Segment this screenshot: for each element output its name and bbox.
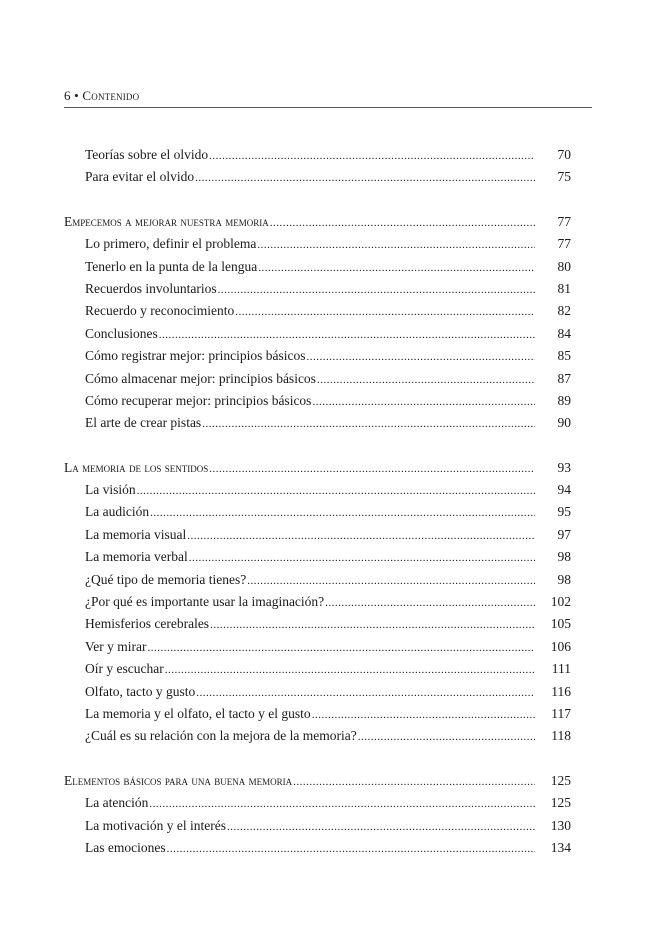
toc-entry[interactable] xyxy=(64,393,571,415)
toc-entry[interactable] xyxy=(64,639,571,661)
toc-entry[interactable] xyxy=(64,706,571,728)
toc-entry[interactable] xyxy=(64,415,571,437)
entry-title: Teorías sobre el olvido xyxy=(85,147,209,162)
header-title: Contenido xyxy=(82,88,140,103)
entry-title: La memoria verbal xyxy=(85,549,188,565)
toc-section xyxy=(64,773,571,863)
dot-leader xyxy=(209,147,535,163)
page-number: 94 xyxy=(557,482,571,498)
chapter-title: La memoria de los sentidos xyxy=(64,459,209,475)
toc-chapter-heading[interactable] xyxy=(64,214,571,236)
dot-leader xyxy=(209,460,535,476)
entry-title: Recuerdo y reconocimiento xyxy=(85,303,235,319)
page-number: 98 xyxy=(557,549,571,565)
entry-title: Olfato, tacto y gusto xyxy=(85,683,196,699)
dot-leader xyxy=(210,616,535,632)
toc-entry[interactable] xyxy=(64,259,571,281)
dot-leader xyxy=(247,572,535,588)
page-number: 87 xyxy=(557,370,571,386)
toc-entry[interactable] xyxy=(64,684,571,706)
page-number: 89 xyxy=(557,392,571,408)
dot-leader xyxy=(218,281,535,297)
toc-entry[interactable] xyxy=(64,326,571,348)
page-number: 75 xyxy=(557,169,571,185)
entry-title: Hemisferios cerebrales xyxy=(85,616,210,632)
toc-chapter-heading[interactable] xyxy=(64,773,571,795)
entry-title: La atención xyxy=(85,795,149,811)
toc-entry[interactable] xyxy=(64,236,571,258)
dot-leader xyxy=(202,415,535,431)
toc-entry[interactable] xyxy=(64,594,571,616)
entry-title: La visión xyxy=(85,482,136,498)
page-number: 118 xyxy=(551,728,571,744)
page-number: 134 xyxy=(550,839,571,855)
entry-title: ¿Por qué es importante usar la imaginación? xyxy=(85,594,325,610)
page-number: 95 xyxy=(557,504,571,520)
page-number: 130 xyxy=(550,817,571,833)
page-number: 97 xyxy=(557,526,571,542)
dot-leader xyxy=(358,728,535,744)
toc-entry[interactable] xyxy=(64,549,571,571)
page-number: 111 xyxy=(551,661,571,677)
dot-leader xyxy=(258,259,535,275)
page-number: 85 xyxy=(557,348,571,364)
toc-entry[interactable] xyxy=(64,303,571,325)
toc-entry[interactable] xyxy=(64,818,571,840)
entry-title: ¿Cuál es su relación con la mejora de la memoria? xyxy=(85,728,357,744)
dot-leader xyxy=(187,527,535,543)
page-number: 70 xyxy=(557,147,571,162)
dot-leader xyxy=(227,818,535,834)
dot-leader xyxy=(306,348,535,364)
page-number: 116 xyxy=(551,683,571,699)
dot-leader xyxy=(257,236,535,252)
page-number: 117 xyxy=(551,705,571,721)
page-number: 6 xyxy=(64,88,71,103)
toc-section xyxy=(64,460,571,751)
page-number: 125 xyxy=(550,795,571,811)
page-number: 105 xyxy=(550,616,571,632)
toc-entry[interactable] xyxy=(64,728,571,750)
running-head xyxy=(64,88,592,108)
entry-title: Lo primero, definir el problema xyxy=(85,236,257,252)
toc-entry[interactable] xyxy=(64,616,571,638)
toc-entry[interactable] xyxy=(64,169,571,191)
page-number: 98 xyxy=(557,571,571,587)
entry-title: La memoria visual xyxy=(85,526,187,542)
dot-leader xyxy=(312,393,535,409)
entry-title: La audición xyxy=(85,504,150,520)
dot-leader xyxy=(325,594,535,610)
dot-leader xyxy=(137,482,535,498)
dot-leader xyxy=(159,326,535,342)
entry-title: Conclusiones xyxy=(85,325,158,341)
toc-entry[interactable] xyxy=(64,572,571,594)
entry-title: Las emociones xyxy=(85,839,166,855)
toc-entry[interactable] xyxy=(64,795,571,817)
dot-leader xyxy=(147,639,535,655)
page-number: 102 xyxy=(550,594,571,610)
entry-title: Tenerlo en la punta de la lengua xyxy=(85,258,258,274)
toc-entry[interactable] xyxy=(64,661,571,683)
toc-entry[interactable] xyxy=(64,504,571,526)
entry-title: La motivación y el interés xyxy=(85,817,226,833)
dot-leader xyxy=(189,549,535,565)
dot-leader xyxy=(312,706,535,722)
dot-leader xyxy=(167,840,535,856)
header-separator: • xyxy=(74,88,79,103)
page-number: 77 xyxy=(557,236,571,252)
toc-entry[interactable] xyxy=(64,527,571,549)
page-number: 82 xyxy=(557,303,571,319)
dot-leader xyxy=(293,773,535,789)
dot-leader xyxy=(317,371,535,387)
entry-title: Recuerdos involuntarios xyxy=(85,280,217,296)
toc-entry[interactable] xyxy=(64,371,571,393)
dot-leader xyxy=(150,504,535,520)
dot-leader xyxy=(196,684,535,700)
toc-section xyxy=(64,214,571,438)
page-number: 77 xyxy=(557,213,571,229)
dot-leader xyxy=(195,169,535,185)
page-number: 84 xyxy=(557,325,571,341)
page-number: 125 xyxy=(550,772,571,788)
toc-entry[interactable] xyxy=(64,147,571,169)
chapter-title: Empecemos a mejorar nuestra memoria xyxy=(64,213,269,229)
dot-leader xyxy=(165,661,535,677)
entry-title: El arte de crear pistas xyxy=(85,415,202,431)
toc-entry[interactable] xyxy=(64,482,571,504)
toc-entry[interactable] xyxy=(64,281,571,303)
dot-leader xyxy=(235,303,535,319)
table-of-contents xyxy=(64,147,571,884)
entry-title: ¿Qué tipo de memoria tienes? xyxy=(85,571,247,587)
page-number: 90 xyxy=(557,415,571,431)
page-number: 81 xyxy=(557,280,571,296)
dot-leader xyxy=(149,795,535,811)
entry-title: Cómo almacenar mejor: principios básicos xyxy=(85,370,316,386)
chapter-title: Elementos básicos para una buena memoria xyxy=(64,772,293,788)
entry-title: Cómo registrar mejor: principios básicos xyxy=(85,348,306,364)
page-number: 106 xyxy=(550,638,571,654)
entry-title: Cómo recuperar mejor: principios básicos xyxy=(85,392,312,408)
toc-entry[interactable] xyxy=(64,840,571,862)
toc-entry[interactable] xyxy=(64,348,571,370)
toc-section xyxy=(64,147,571,192)
page-number: 93 xyxy=(557,459,571,475)
entry-title: La memoria y el olfato, el tacto y el gusto xyxy=(85,705,311,721)
entry-title: Ver y mirar xyxy=(85,638,147,654)
entry-title: Para evitar el olvido xyxy=(85,169,195,185)
entry-title: Oír y escuchar xyxy=(85,661,164,677)
toc-chapter-heading[interactable] xyxy=(64,460,571,482)
page-number: 80 xyxy=(557,258,571,274)
dot-leader xyxy=(270,214,535,230)
